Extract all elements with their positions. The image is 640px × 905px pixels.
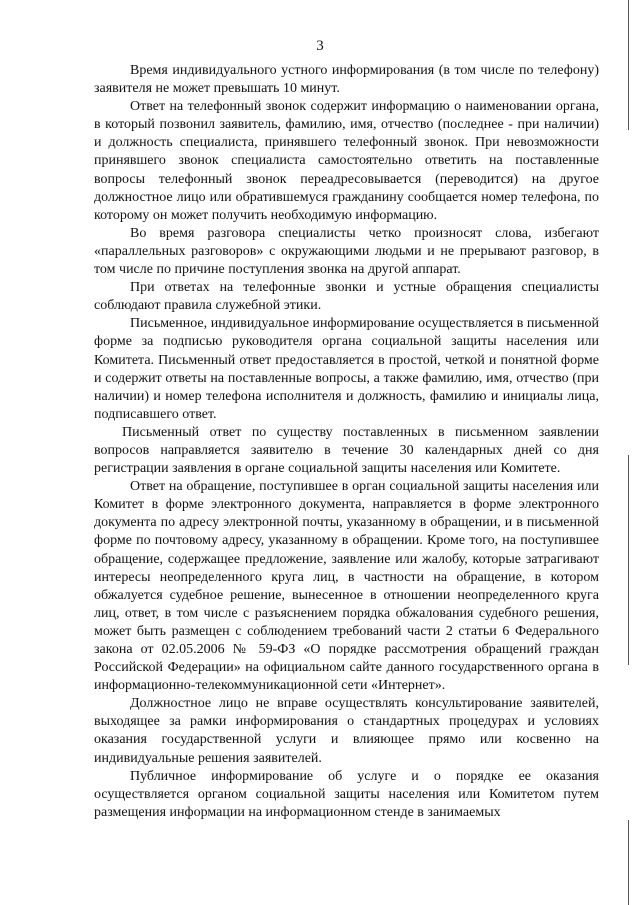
- paragraph-phone-answer: Ответ на телефонный звонок содержит информацию о наименовании органа, в который позвонил заявитель, фамилию, имя, отчество (последнее - при наличии) и должность специалиста, принявшего телефонный звонок. При невозможности принявшего звонок специалиста самостоятельно ответить на поставленные вопросы телефонный звонок переадресовывается (переводится) на другое должностное лицо или обратившемуся гражданину сообщается номер телефона, по которому он может получить необходимую информацию.: [94, 99, 599, 223]
- paragraph-public-informing: Публичное информирование об услуге и о порядке ее оказания осуществляется органом социальной защиты населения или Комитетом путем размещения информации на информационном стенде в занимаемых: [94, 768, 599, 820]
- scan-edge-line: [628, 455, 629, 665]
- page-number: 3: [316, 38, 324, 54]
- paragraph-consultation-limits: Должностное лицо не вправе осуществлять консультирование заявителей, выходящее за рамки информирования о стандартных процедурах и условиях оказания государственной услуги и влияющее прямо или косвенно на индивидуальные решения заявителей.: [94, 696, 599, 766]
- paragraph-written-answer-deadline: Письменный ответ по существу поставленных в письменном заявлении вопросов направляется заявителю в течение 30 календарных дней со дня регистрации заявления в органе социальной защиты населения или Комитете.: [94, 424, 599, 477]
- document-body: [94, 62, 599, 822]
- paragraph-consultation-time: Время индивидуального устного информирования (в том числе по телефону) заявителя не может превышать 10 минут.: [94, 63, 599, 97]
- paragraph-service-ethics: При ответах на телефонные звонки и устные обращения специалисты соблюдают правила служебной этики.: [94, 280, 599, 314]
- scan-edge-line: [628, 0, 629, 130]
- paragraph-written-informing: Письменное, индивидуальное информирование осуществляется в письменной форме за подписью руководителя органа социальной защиты населения или Комитета. Письменный ответ предоставляется в простой, четкой и понятной форме и содержит ответы на поставленные вопросы, а также фамилию, имя, отчество (при наличии) и номер телефона исполнителя и должность, фамилию и инициалы лица, подписавшего ответ.: [94, 316, 599, 422]
- paragraph-electronic-answer: Ответ на обращение, поступившее в орган социальной защиты населения или Комитет в форме электронного документа, направляется в форме электронного документа по адресу электронной почты, указанному в обращении, и в письменной форме по почтовому адресу, указанному в обращении. Кроме того, на поступившее обращение, содержащее предложение, заявление или жалобу, которые затрагивают интересы неопределенного круга лиц, в частности на обращение, в котором обжалуется судебное решение, вынесенное в отношении неопределенного круга лиц, ответ, в том числе с разъяснением порядка обжалования судебного решения, может быть размещен с соблюдением требований части 2 статьи 6 Федерального закона от 02.05.2006 № 59-ФЗ «О порядке рассмотрения обращений граждан Российской Федерации» на официальном сайте данного государственного органа в информационно-телекоммуникационной сети «Интернет».: [94, 479, 599, 694]
- paragraph-conversation-rules: Во время разговора специалисты четко произносят слова, избегают «параллельных разговоров» с окружающими людьми и не прерывают разговор, в том числе по причине поступления звонка на другой аппарат.: [94, 225, 599, 278]
- scan-edge-line: [628, 820, 629, 905]
